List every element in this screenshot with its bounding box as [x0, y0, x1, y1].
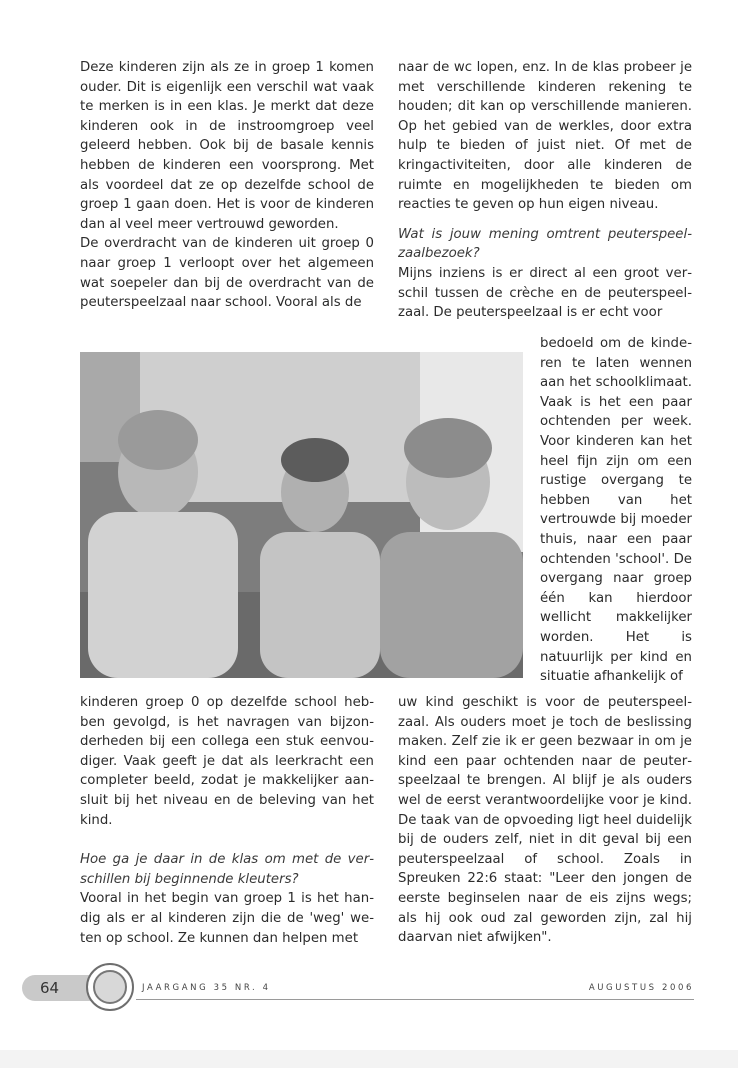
- paragraph: kinderen groep 0 op dezelfde school hebben gevolgd, is het navragen van bijzonderheden bij een collega een stuk eenvoudiger. Vaak geeft je dat als leerkracht een completer beeld, zodat je makkelijker aansluit bij het niveau en de beleving van het kind.: [80, 695, 374, 828]
- date-label: AUGUSTUS 2006: [588, 983, 694, 993]
- page-number: 64: [22, 975, 102, 1001]
- paragraph: Deze kinderen zijn als ze in groep 1 komen ouder. Dit is eigenlijk een verschil wat vaak te merken is in een klas. Je merkt dat deze kinderen ook in de instroomgroep veel geleerd hebben. Ook bij de basale kennis hebben de kinderen een voorsprong. Met als voordeel dat ze op dezelfde school de groep 1 gaan doen. Het is voor de kinderen dan al veel meer vertrouwd geworden.: [80, 60, 374, 232]
- paragraph: Mijns inziens is er direct al een groot verschil tussen de crèche en de peuterspeelzaal. De peuterspeelzaal is er echt voor: [398, 265, 692, 321]
- article-column-right-narrow: [540, 334, 692, 687]
- paragraph: naar de wc lopen, enz. In de klas probeer je met verschillende kinderen rekening te houden; dit kan op verschillende manieren. Op het gebied van de werkles, door extra hulp te bieden of juist niet. Of met de kringactiviteiten, door alle kinderen de ruimte en mogelijkheden te bieden om reacties te geven op hun eigen niveau.: [398, 60, 692, 213]
- interview-question: Wat is jouw mening omtrent peuterspeelzaalbezoek?: [398, 226, 692, 262]
- footer-divider: [136, 999, 694, 1000]
- article-column-right-bottom: [398, 693, 692, 948]
- article-column-right-top: [398, 58, 692, 323]
- photo-three-children: [80, 352, 523, 678]
- paragraph: bedoeld om de kinderen te laten wennen aan het schoolklimaat. Vaak is het een paar ochtenden per week. Voor kinderen kan het heel fijn zijn om een rustige overgang te hebben van het vertrouwde bij moeder thuis, naar een paar ochtenden 'school'. De overgang naar groep één kan hierdoor wellicht makkelijker worden. Het is natuurlijk per kind en situatie afhankelijk of: [540, 336, 692, 685]
- article-column-left-top: [80, 58, 374, 313]
- article-column-left-bottom: [80, 693, 374, 948]
- paragraph: De overdracht van de kinderen uit groep 0 naar groep 1 verloopt over het algemeen wat soepeler dan bij de overdracht van de peuterspeelzaal naar school. Vooral als de: [80, 236, 374, 311]
- page-edge: [0, 1050, 738, 1068]
- paragraph: uw kind geschikt is voor de peuterspeelzaal. Als ouders moet je toch de beslissing maken. Zelf zie ik er geen bezwaar in om je kind een paar ochtenden naar de peuterspeelzaal te brengen. Al blijf je als ouders wel de eerst verantwoordelijke voor je kind. De taak van de opvoeding ligt heel duidelijk bij de ouders zelf, niet in dit geval bij een peuterspeelzaal of school. Zoals in Spreuken 22:6 staat: "Leer den jongen de eerste beginselen naar de eis zijns wegs; als hij ook oud zal geworden zijn, zal hij daarvan niet afwijken".: [398, 695, 692, 946]
- interview-question: Hoe ga je daar in de klas om met de verschillen bij beginnende kleuters?: [80, 852, 374, 887]
- magazine-seal-icon: [86, 963, 134, 1011]
- paragraph: Vooral in het begin van groep 1 is het handig als er al kinderen zijn die de 'weg' weten op school. Ze kunnen dan helpen met: [80, 891, 374, 946]
- issue-label: JAARGANG 35 NR. 4: [142, 983, 271, 993]
